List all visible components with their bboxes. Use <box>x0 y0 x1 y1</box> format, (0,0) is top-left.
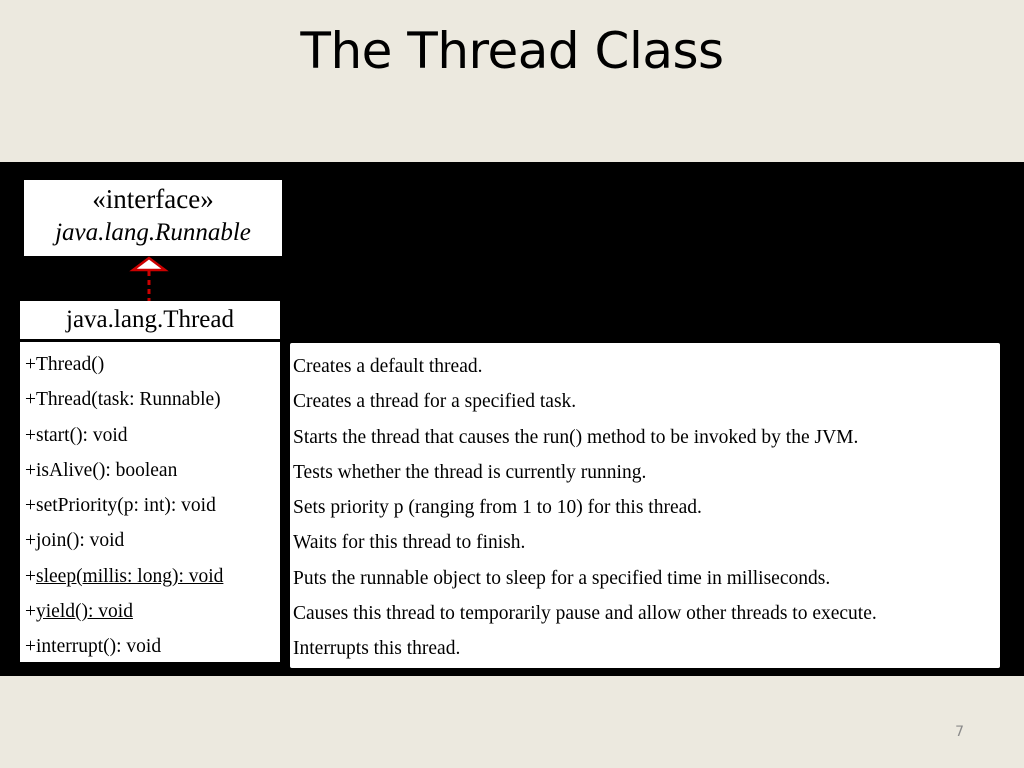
method-item <box>25 598 280 633</box>
method-signature: setPriority(p: int): void <box>36 495 216 517</box>
method-signature: join(): void <box>36 530 125 552</box>
methods-compartment <box>20 342 280 662</box>
method-item <box>25 527 280 562</box>
method-signature: Thread(task: Runnable) <box>36 389 221 411</box>
methods-list <box>20 342 280 669</box>
interface-name <box>24 216 282 250</box>
method-signature: interrupt(): void <box>36 636 162 658</box>
method-description: Starts the thread that causes the run() method to be invoked by the JVM. <box>293 426 859 448</box>
method-visibility: + <box>25 495 36 517</box>
method-description: Interrupts this thread. <box>293 638 461 660</box>
method-visibility: + <box>25 530 36 552</box>
interface-stereotype: «interface» <box>92 184 214 214</box>
method-visibility: + <box>25 601 36 623</box>
method-item <box>25 492 280 527</box>
method-description: Creates a default thread. <box>293 356 483 377</box>
descriptions-list <box>290 343 1000 671</box>
method-description: Causes this thread to temporarily pause and allow other threads to execute. <box>293 603 877 625</box>
method-visibility: + <box>25 354 36 375</box>
interface-runnable-box <box>24 180 282 256</box>
page-number: 7 <box>955 724 964 740</box>
method-item <box>25 563 280 598</box>
method-description: Waits for this thread to finish. <box>293 532 526 554</box>
method-item <box>25 457 280 492</box>
method-signature: start(): void <box>36 424 128 446</box>
method-description: Sets priority p (ranging from 1 to 10) for this thread. <box>293 497 702 519</box>
dashed-arrow-up-icon <box>128 256 170 304</box>
method-visibility: + <box>25 389 36 411</box>
method-description: Tests whether the thread is currently running. <box>293 461 647 483</box>
method-signature: Thread() <box>36 354 105 375</box>
method-description: Creates a thread for a specified task. <box>293 391 577 413</box>
interface-simple-name: Runnable <box>155 219 251 246</box>
method-description: Puts the runnable object to sleep for a specified time in milliseconds. <box>293 567 831 589</box>
method-signature: isAlive(): boolean <box>36 459 178 481</box>
descriptions-panel <box>290 343 1000 668</box>
method-item <box>25 351 280 386</box>
slide-title: The Thread Class <box>300 22 724 80</box>
method-visibility: + <box>25 636 36 658</box>
method-visibility: + <box>25 424 36 446</box>
method-signature: yield(): void <box>36 601 133 623</box>
method-signature: sleep(millis: long): void <box>36 565 224 587</box>
method-item <box>25 422 280 457</box>
method-visibility: + <box>25 565 36 587</box>
class-name-box <box>20 301 280 339</box>
class-name: java.lang.Thread <box>66 306 234 333</box>
method-item <box>25 386 280 421</box>
method-item <box>25 633 280 668</box>
method-visibility: + <box>25 459 36 481</box>
interface-package: java.lang. <box>55 219 156 246</box>
